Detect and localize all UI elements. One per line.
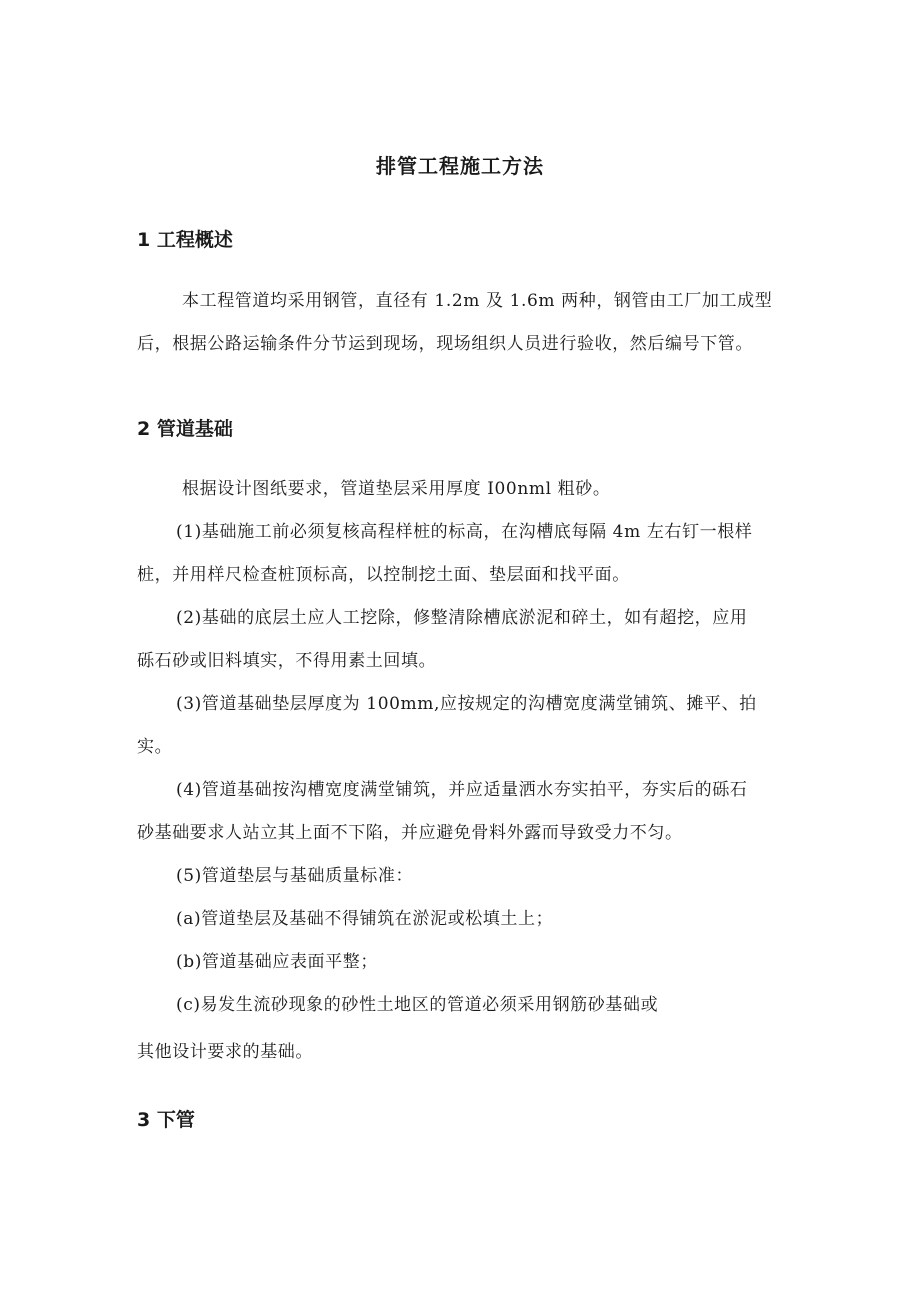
paragraph-line: 后，根据公路运输条件分节运到现场，现场组织人员进行验收，然后编号下管。 [137, 334, 753, 354]
list-item-line: 砂基础要求人站立其上面不下陷，并应避免骨料外露而导致受力不匀。 [137, 823, 683, 843]
sub-item-line: (b)管道基础应表面平整； [176, 952, 378, 972]
list-item-line: (3)管道基础垫层厚度为 100mm,应按规定的沟槽宽度满堂铺筑、摊平、拍 [176, 694, 757, 714]
list-item-line: 砾石砂或旧料填实，不得用素土回填。 [137, 651, 437, 671]
document-title: 排管工程施工方法 [376, 154, 544, 178]
list-item-line: 实。 [137, 737, 173, 757]
sub-item-line: (a)管道垫层及基础不得铺筑在淤泥或松填土上； [176, 909, 554, 929]
paragraph-line: 根据设计图纸要求，管道垫层采用厚度 I00nml 粗砂。 [182, 479, 611, 499]
sub-item-line: (c)易发生流砂现象的砂性土地区的管道必须采用钢筋砂基础或 [176, 995, 659, 1015]
list-item-line: 桩，并用样尺检查桩顶标高，以控制挖土面、垫层面和找平面。 [137, 565, 630, 585]
list-item-line: (5)管道垫层与基础质量标准： [176, 866, 414, 886]
section-heading-overview: 1 工程概述 [137, 229, 233, 251]
section-heading-pipe-lowering: 3 下管 [137, 1109, 195, 1131]
sub-item-line: 其他设计要求的基础。 [137, 1042, 313, 1062]
section-heading-pipe-foundation: 2 管道基础 [137, 418, 233, 440]
list-item-line: (4)管道基础按沟槽宽度满堂铺筑，并应适量洒水夯实拍平，夯实后的砾石 [176, 780, 748, 800]
list-item-line: (1)基础施工前必须复核高程样桩的标高，在沟槽底每隔 4m 左右钉一根样 [176, 522, 753, 542]
paragraph-line: 本工程管道均采用钢管，直径有 1.2m 及 1.6m 两种，钢管由工厂加工成型 [182, 291, 773, 311]
list-item-line: (2)基础的底层土应人工挖除，修整清除槽底淤泥和碎土，如有超挖，应用 [176, 608, 748, 628]
